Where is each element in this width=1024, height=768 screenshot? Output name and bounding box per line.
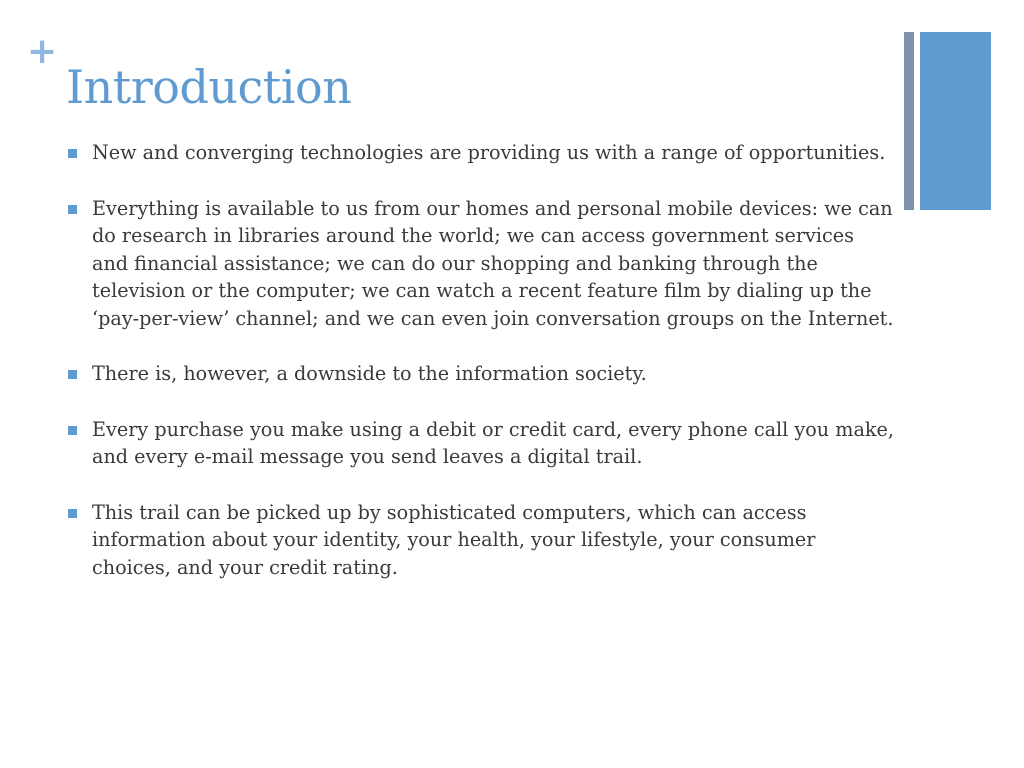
square-bullet-icon bbox=[68, 149, 77, 158]
bullet-text: Everything is available to us from our homes and personal mobile devices: we can do research in libraries around the world; we can access government services and financial assistance; we can do our shopping and banking through the television or the computer; we can watch a recent feature film by dialing up the ‘pay-per-view’ channel; and we can even join conversation groups on the Internet. bbox=[92, 196, 894, 330]
slide-title: Introduction bbox=[66, 60, 352, 114]
square-bullet-icon bbox=[68, 509, 77, 518]
bullet-text: There is, however, a downside to the information society. bbox=[92, 362, 647, 385]
square-bullet-icon bbox=[68, 370, 77, 379]
bullet-item bbox=[66, 416, 896, 471]
decorative-bar-thin bbox=[904, 32, 914, 210]
plus-icon: + bbox=[27, 31, 58, 72]
bullet-text: New and converging technologies are providing us with a range of opportunities. bbox=[92, 141, 886, 164]
bullet-text: Every purchase you make using a debit or credit card, every phone call you make, and every e-mail message you send leaves a digital trail. bbox=[92, 417, 894, 468]
decorative-bar-wide bbox=[920, 32, 991, 210]
bullet-item bbox=[66, 139, 896, 167]
square-bullet-icon bbox=[68, 426, 77, 435]
square-bullet-icon bbox=[68, 205, 77, 214]
bullet-text: This trail can be picked up by sophisticated computers, which can access information about your identity, your health, your lifestyle, your consumer choices, and your credit rating. bbox=[92, 500, 816, 579]
bullet-item bbox=[66, 360, 896, 388]
bullet-list bbox=[66, 139, 896, 609]
bullet-item bbox=[66, 195, 896, 333]
bullet-item bbox=[66, 499, 896, 582]
